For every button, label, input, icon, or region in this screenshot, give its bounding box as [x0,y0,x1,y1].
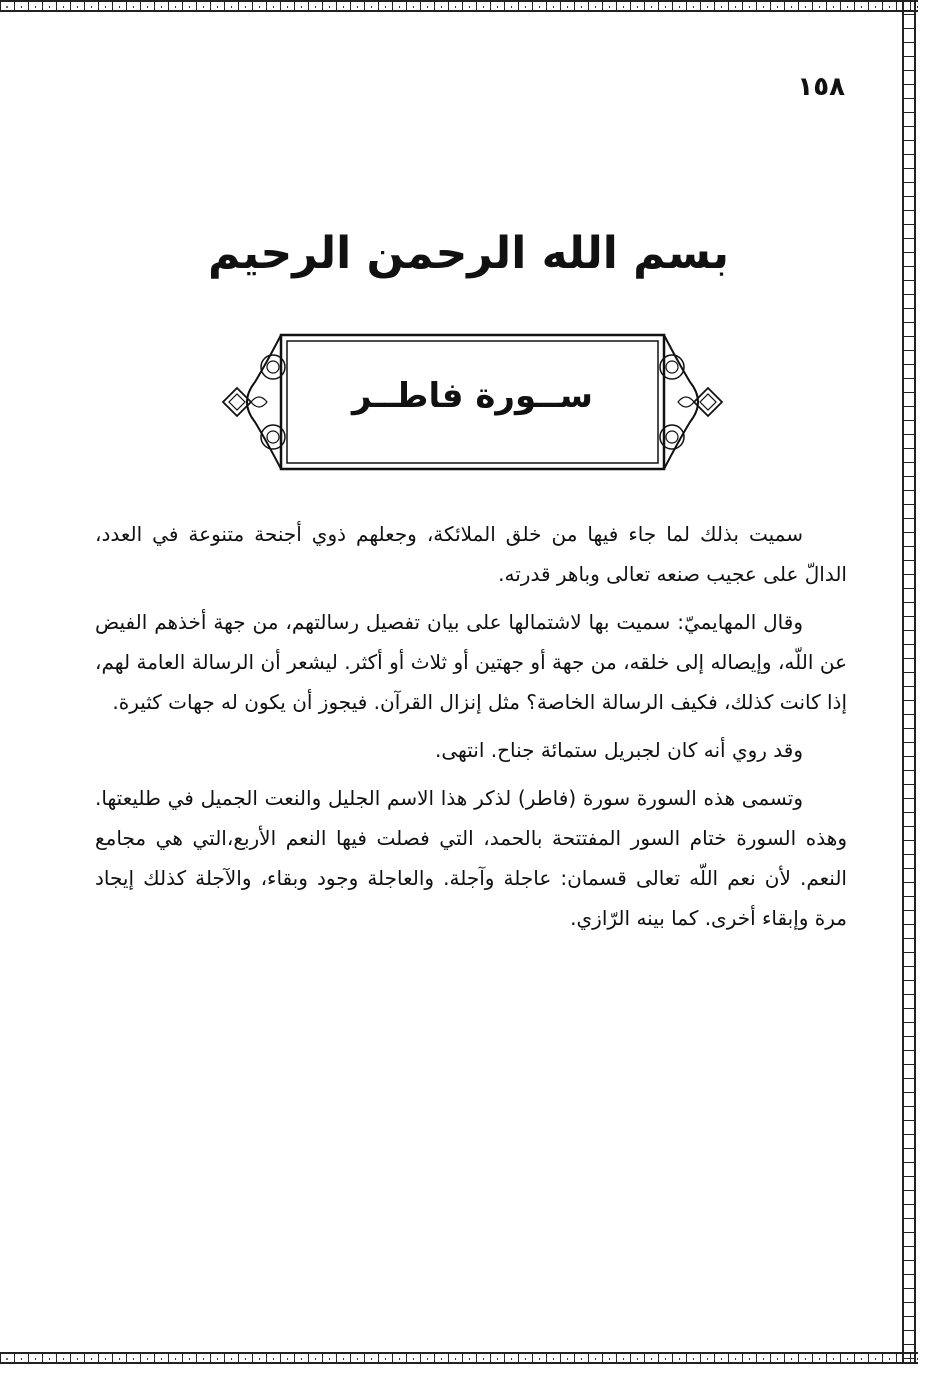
paragraph-1: سميت بذلك لما جاء فيها من خلق الملائكة، وجعلهم ذوي أجنحة متنوعة في العدد، الدالّ على عجيب صنعه تعالى وباهر قدرته. [95,522,847,586]
page-number: ١٥٨ [797,72,845,102]
bottom-border [0,1352,918,1364]
right-border [902,0,916,1362]
paragraph-3: وقد روي أنه كان لجبريل ستمائة جناح. انتهى. [434,738,803,762]
paragraph-4: وتسمى هذه السورة سورة (فاطر) لذكر هذا الاسم الجليل والنعت الجميل في طليعتها. وهذه السورة ختام السور المفتتحة بالحمد، التي فصلت فيها النعم الأربع،التي هي مجامع النعم. لأن نعم اللّه تعالى قسمان: عاجلة وآجلة. والعاجلة وجود وبقاء، والآجلة كذلك إيجاد مرة وإبقاء أخرى. كما بينه الرّازي. [95,786,847,930]
paragraph-2: وقال المهايميّ: سميت بها لاشتمالها على بيان تفصيل رسالتهم، من جهة أخذهم الفيض عن اللّه، وإيصاله إلى خلقه، من جهة أو جهتين أو ثلاث أو أكثر. ليشعر أن الرسالة العامة لهم، إذا كانت كذلك، فكيف الرسالة الخاصة؟ مثل إنزال القرآن. فيجوز أن يكون له جهات كثيرة. [95,610,847,714]
basmala-heading: بسم الله الرحمن الرحيم [208,228,729,279]
commentary-text [95,514,847,946]
surah-title: ســورة فاطــر [352,376,593,416]
top-border [0,0,918,12]
surah-cartouche [215,332,730,472]
